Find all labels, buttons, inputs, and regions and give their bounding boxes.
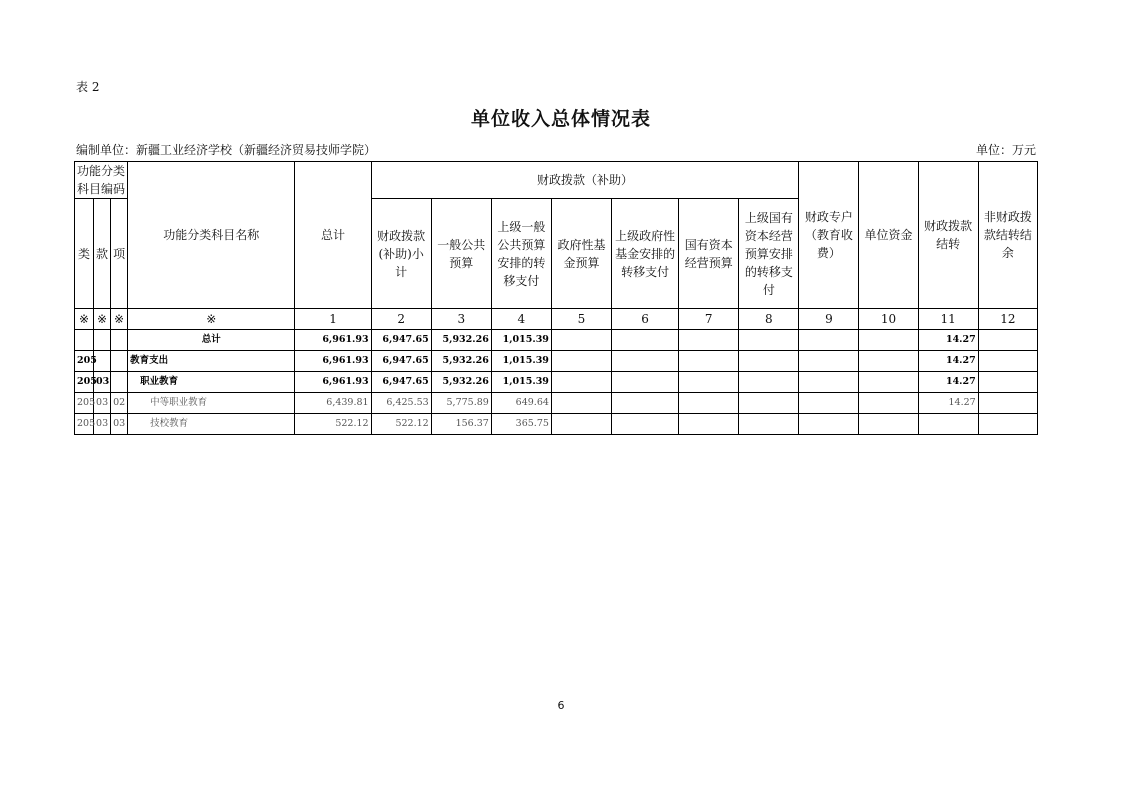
cell-unit-fund (859, 393, 918, 414)
cell-upper-gov-fund (612, 330, 679, 351)
header-general-budget: 一般公共预算 (431, 199, 491, 309)
index-cell: 10 (859, 309, 918, 330)
table-row (75, 351, 1038, 372)
table-row (75, 414, 1038, 435)
cell-state-capital (679, 414, 739, 435)
cell-unit-fund (859, 414, 918, 435)
currency-unit: 单位：万元 (975, 143, 1036, 157)
header-upper-gov-fund: 上级政府性基金安排的转移支付 (612, 199, 679, 309)
cell-nonfiscal-carry (978, 414, 1037, 435)
cell-gov-fund (551, 330, 611, 351)
cell-unit-fund (859, 351, 918, 372)
cell-name: 技校教育 (128, 414, 295, 435)
cell-name: 总计 (128, 330, 295, 351)
cell-fiscal-carry: 14.27 (918, 330, 978, 351)
cell-lei: 205 (75, 414, 94, 435)
index-cell: 3 (431, 309, 491, 330)
cell-xiang: 02 (111, 393, 128, 414)
cell-upper-gov-fund (612, 393, 679, 414)
header-state-capital: 国有资本经营预算 (679, 199, 739, 309)
cell-fiscal-carry: 14.27 (918, 393, 978, 414)
cell-name: 职业教育 (128, 372, 295, 393)
index-cell: 2 (371, 309, 431, 330)
index-cell: 12 (978, 309, 1037, 330)
cell-total: 6,439.81 (295, 393, 371, 414)
cell-state-capital (679, 372, 739, 393)
header-fiscal-carry: 财政拨款结转 (918, 162, 978, 309)
cell-gov-fund (551, 351, 611, 372)
cell-nonfiscal-carry (978, 393, 1037, 414)
cell-subtotal: 6,947.65 (371, 330, 431, 351)
cell-nonfiscal-carry (978, 372, 1037, 393)
cell-total: 522.12 (295, 414, 371, 435)
cell-gov-fund (551, 393, 611, 414)
header-xiang: 项 (111, 199, 128, 309)
cell-upper-state-capital (739, 330, 799, 351)
cell-name: 教育支出 (128, 351, 295, 372)
cell-total: 6,961.93 (295, 330, 371, 351)
cell-upper-state-capital (739, 393, 799, 414)
cell-fiscal-carry: 14.27 (918, 351, 978, 372)
cell-fiscal-special (799, 414, 859, 435)
page-title: 单位收入总体情况表 (470, 108, 651, 130)
cell-general: 5,775.89 (431, 393, 491, 414)
cell-xiang (111, 330, 128, 351)
cell-general: 5,932.26 (431, 330, 491, 351)
cell-subtotal: 6,947.65 (371, 372, 431, 393)
table-row (75, 393, 1038, 414)
cell-subtotal: 6,425.53 (371, 393, 431, 414)
cell-kuan: 03 (94, 372, 111, 393)
index-cell: 8 (739, 309, 799, 330)
index-cell: ※ (128, 309, 295, 330)
cell-xiang: 03 (111, 414, 128, 435)
cell-xiang (111, 372, 128, 393)
header-total: 总计 (295, 162, 371, 309)
cell-upper-state-capital (739, 372, 799, 393)
cell-xiang (111, 351, 128, 372)
cell-nonfiscal-carry (978, 351, 1037, 372)
index-cell: 6 (612, 309, 679, 330)
cell-lei (75, 330, 94, 351)
page-number: 6 (557, 699, 565, 712)
cell-upper-state-capital (739, 351, 799, 372)
header-fiscal-group: 财政拨款（补助） (371, 162, 799, 199)
compiling-unit: 编制单位：新疆工业经济学校（新疆经济贸易技师学院） (76, 143, 377, 157)
header-lei: 类 (75, 199, 94, 309)
header-upper-general: 上级一般公共预算安排的转移支付 (491, 199, 551, 309)
cell-total: 6,961.93 (295, 351, 371, 372)
cell-upper-general: 1,015.39 (491, 372, 551, 393)
cell-subtotal: 522.12 (371, 414, 431, 435)
cell-fiscal-special (799, 351, 859, 372)
cell-nonfiscal-carry (978, 330, 1037, 351)
cell-upper-general: 1,015.39 (491, 351, 551, 372)
header-name: 功能分类科目名称 (128, 162, 295, 309)
header-upper-state-capital: 上级国有资本经营预算安排的转移支付 (739, 199, 799, 309)
header-row-1 (75, 162, 1038, 199)
table-number-label: 表 2 (76, 80, 100, 94)
cell-gov-fund (551, 372, 611, 393)
header-fiscal-subtotal: 财政拨款(补助)小计 (371, 199, 431, 309)
header-kuan: 款 (94, 199, 111, 309)
cell-gov-fund (551, 414, 611, 435)
cell-unit-fund (859, 372, 918, 393)
cell-general: 5,932.26 (431, 372, 491, 393)
cell-unit-fund (859, 330, 918, 351)
cell-state-capital (679, 351, 739, 372)
cell-upper-state-capital (739, 414, 799, 435)
cell-upper-general: 649.64 (491, 393, 551, 414)
cell-lei: 205 (75, 351, 94, 372)
income-summary-table (74, 161, 1038, 435)
cell-upper-gov-fund (612, 351, 679, 372)
index-cell: 5 (551, 309, 611, 330)
header-code-group: 功能分类科目编码 (75, 162, 128, 199)
header-nonfiscal-carry: 非财政拨款结转结余 (978, 162, 1037, 309)
cell-fiscal-special (799, 330, 859, 351)
cell-fiscal-carry (918, 414, 978, 435)
index-row (75, 309, 1038, 330)
cell-name: 中等职业教育 (128, 393, 295, 414)
cell-upper-general: 365.75 (491, 414, 551, 435)
cell-upper-gov-fund (612, 372, 679, 393)
cell-state-capital (679, 393, 739, 414)
cell-kuan (94, 330, 111, 351)
cell-general: 5,932.26 (431, 351, 491, 372)
cell-fiscal-carry: 14.27 (918, 372, 978, 393)
table-row (75, 372, 1038, 393)
cell-upper-general: 1,015.39 (491, 330, 551, 351)
table-row-total (75, 330, 1038, 351)
index-cell: 4 (491, 309, 551, 330)
index-cell: ※ (111, 309, 128, 330)
cell-lei: 205 (75, 372, 94, 393)
index-cell: ※ (75, 309, 94, 330)
cell-kuan: 03 (94, 393, 111, 414)
cell-kuan: 03 (94, 414, 111, 435)
index-cell: 7 (679, 309, 739, 330)
cell-fiscal-special (799, 372, 859, 393)
cell-upper-gov-fund (612, 414, 679, 435)
header-gov-fund: 政府性基金预算 (551, 199, 611, 309)
header-unit-fund: 单位资金 (859, 162, 918, 309)
index-cell: ※ (94, 309, 111, 330)
index-cell: 9 (799, 309, 859, 330)
cell-subtotal: 6,947.65 (371, 351, 431, 372)
cell-lei: 205 (75, 393, 94, 414)
cell-general: 156.37 (431, 414, 491, 435)
cell-fiscal-special (799, 393, 859, 414)
index-cell: 11 (918, 309, 978, 330)
header-fiscal-special: 财政专户（教育收费） (799, 162, 859, 309)
cell-total: 6,961.93 (295, 372, 371, 393)
index-cell: 1 (295, 309, 371, 330)
cell-state-capital (679, 330, 739, 351)
